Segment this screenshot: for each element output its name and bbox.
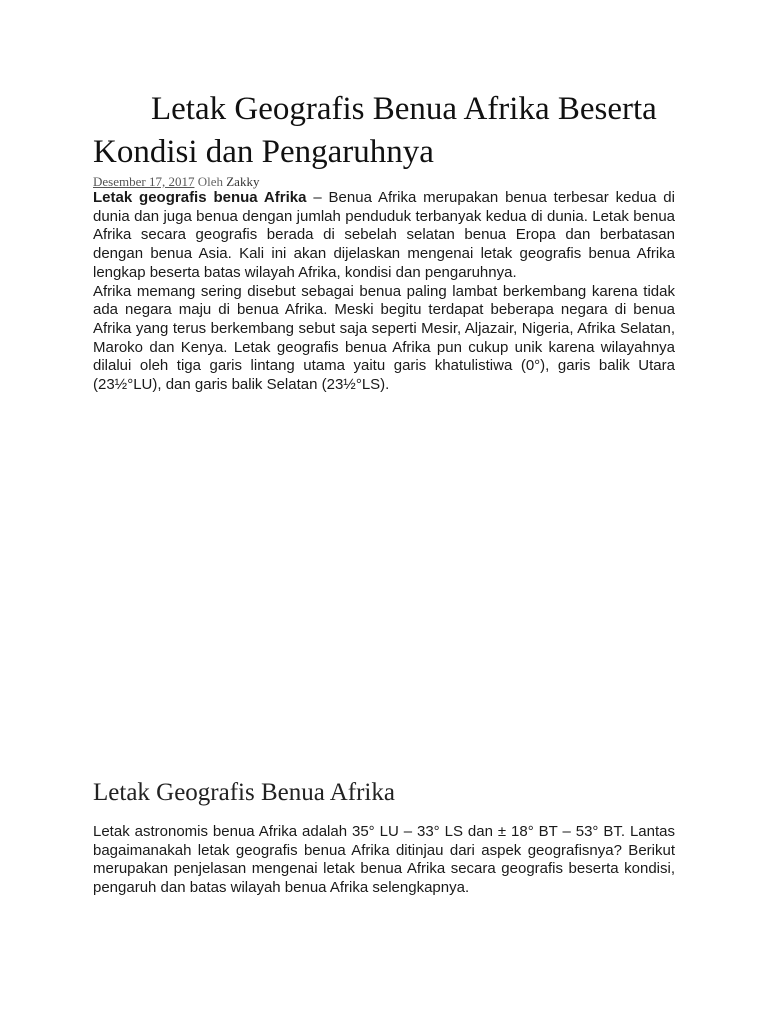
article xyxy=(93,0,675,897)
intro-bold-term: Letak geografis benua Afrika xyxy=(93,189,307,206)
section-body xyxy=(93,823,675,898)
paragraph-2: Afrika memang sering disebut sebagai benua paling lambat berkembang karena tidak ada negara maju di benua Afrika. Meski begitu terdapat beberapa negara di benua Afrika yang terus berkembang sebut saja seperti Mesir, Aljazair, Nigeria, Afrika Selatan, Maroko dan Kenya. Letak geografis benua Afrika pun cukup unik karena wilayahnya dilalui oleh tiga garis lintang utama yaitu garis khatulistiwa (0°), garis balik Utara (23½°LU), dan garis balik Selatan (23½°LS). xyxy=(93,282,675,394)
post-meta xyxy=(93,174,675,189)
section-heading: Letak Geografis Benua Afrika xyxy=(93,779,395,806)
post-date-link[interactable]: Desember 17, 2017 xyxy=(93,174,195,189)
intro-text: – Benua Afrika merupakan benua terbesar kedua di dunia dan juga benua dengan jumlah penduduk terbanyak kedua di dunia. Letak benua Afrika secara geografis berada di sebelah selatan benua Eropa dan berbatasan dengan benua Asia. Kali ini akan dijelaskan mengenai letak geografis benua Afrika lengkap beserta batas wilayah Afrika, kondisi dan pengaruhnya. xyxy=(93,189,675,281)
author-name: Zakky xyxy=(226,174,260,189)
intro-paragraph xyxy=(93,189,675,283)
section-paragraph: Letak astronomis benua Afrika adalah 35° LU – 33° LS dan ± 18° BT – 53° BT. Lantas bagaimanakah letak geografis benua Afrika ditinjau dari aspek geografisnya? Berikut merupakan penjelasan mengenai letak benua Afrika secara geografis beserta kondisi, pengaruh dan batas wilayah benua Afrika selengkapnya. xyxy=(93,823,675,897)
article-title: Letak Geografis Benua Afrika Beserta Kondisi dan Pengaruhnya xyxy=(93,91,657,170)
by-label: Oleh xyxy=(197,174,223,189)
